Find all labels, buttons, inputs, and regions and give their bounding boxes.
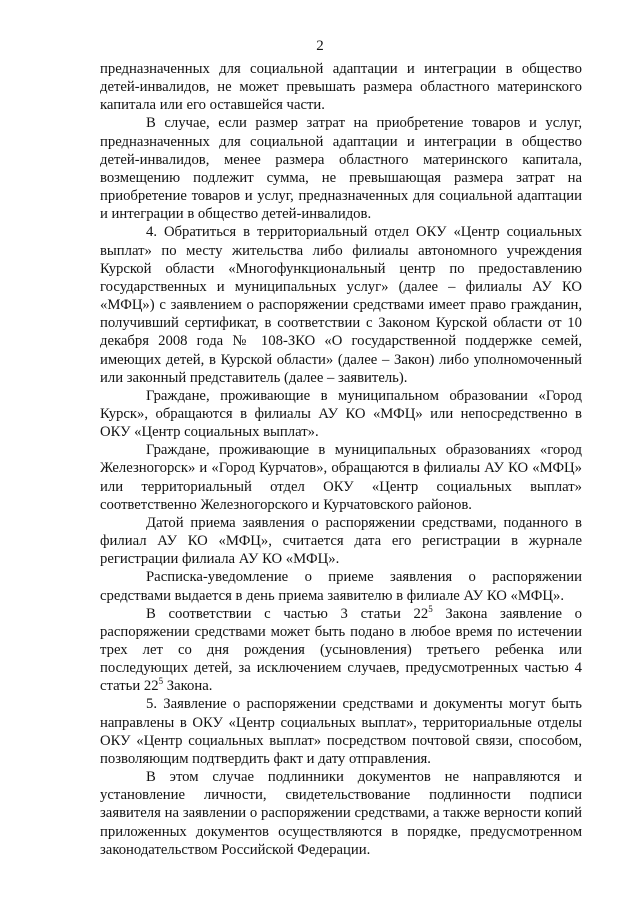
paragraph-item-4: 4. Обратиться в территориальный отдел ОКУ «Центр социальных выплат» по месту жительства либо филиалы автономного учреждения Курской области «Многофункциональный центр по предоставлению государственных и муниципальных услуг» (далее – филиалы АУ КО «МФЦ») с заявлением о распоряжении средствами имеет право гражданин, получивший сертификат, в соответствии с Законом Курской области от 10 декабря 2008 года № 108-ЗКО «О государственной поддержке семей, имеющих детей, в Курской области» (далее – Закон) либо уполномоченный или законный представитель (далее – заявитель). [100,224,582,386]
article-superscript-2: 5 [158,676,164,687]
article-text-part-3: Закона. [163,678,213,695]
paragraph-application-date: Датой приема заявления о распоряжении средствами, поданного в филиал АУ КО «МФЦ», считается дата его регистрации в журнале регистрации филиала АУ КО «МФЦ». [100,514,582,568]
paragraph-zheleznogorsk-kurchatov: Граждане, проживающие в муниципальных образованиях «город Железногорск» и «Город Курчатов», обращаются в филиалы АУ КО «МФЦ» или территориальный отдел ОКУ «Центр социальных выплат» соответственно Железногорского и Курчатовского районов. [100,442,582,513]
paragraph-postal-originals: В этом случае подлинники документов не направляются и установление личности, свидетельствование подлинности подписи заявителя на заявлении о распоряжении средствами, а также верности копий приложенных документов осуществляются в порядке, предусмотренном законодательством Российской Федерации. [100,769,582,858]
paragraph-continuation: предназначенных для социальной адаптации и интеграции в общество детей-инвалидов, не может превышать размера областного материнского капитала или его оставшейся части. [100,61,582,114]
page-number: 2 [316,38,324,54]
paragraph-item-5: 5. Заявление о распоряжении средствами и документы могут быть направлены в ОКУ «Центр социальных выплат», территориальные отделы ОКУ «Центр социальных выплат» посредством почтовой связи, способом, позволяющим подтвердить факт и дату отправления. [100,696,582,767]
paragraph-article-22-5 [100,605,582,696]
article-superscript-1: 5 [428,603,433,614]
paragraph-kursk-citizens: Граждане, проживающие в муниципальном образовании «Город Курск», обращаются в филиалы АУ КО «МФЦ» или непосредственно в ОКУ «Центр социальных выплат». [100,387,582,441]
paragraph-cost-reimbursement: В случае, если размер затрат на приобретение товаров и услуг, предназначенных для социальной адаптации и интеграции в общество детей-инвалидов, менее размера областного материнского капитала, возмещению подлежит сумма, не превышающая размера затрат на приобретение товаров и услуг, предназначенных для социальной адаптации и интеграции в общество детей-инвалидов. [100,115,582,223]
article-text-part-2: Закона заявление о распоряжении средствами может быть подано в любое время по истечении трех лет со дня рождения (усыновления) третьего ребенка или последующих детей, за исключением случаев, предусмотренных частью 4 статьи 22 [100,605,582,695]
document-body [100,60,582,859]
paragraph-receipt-notice: Расписка-уведомление о приеме заявления о распоряжении средствами выдается в день приема заявителю в филиале АУ КО «МФЦ». [100,569,582,604]
article-text-part-1: В соответствии с частью 3 статьи 22 [146,605,429,622]
